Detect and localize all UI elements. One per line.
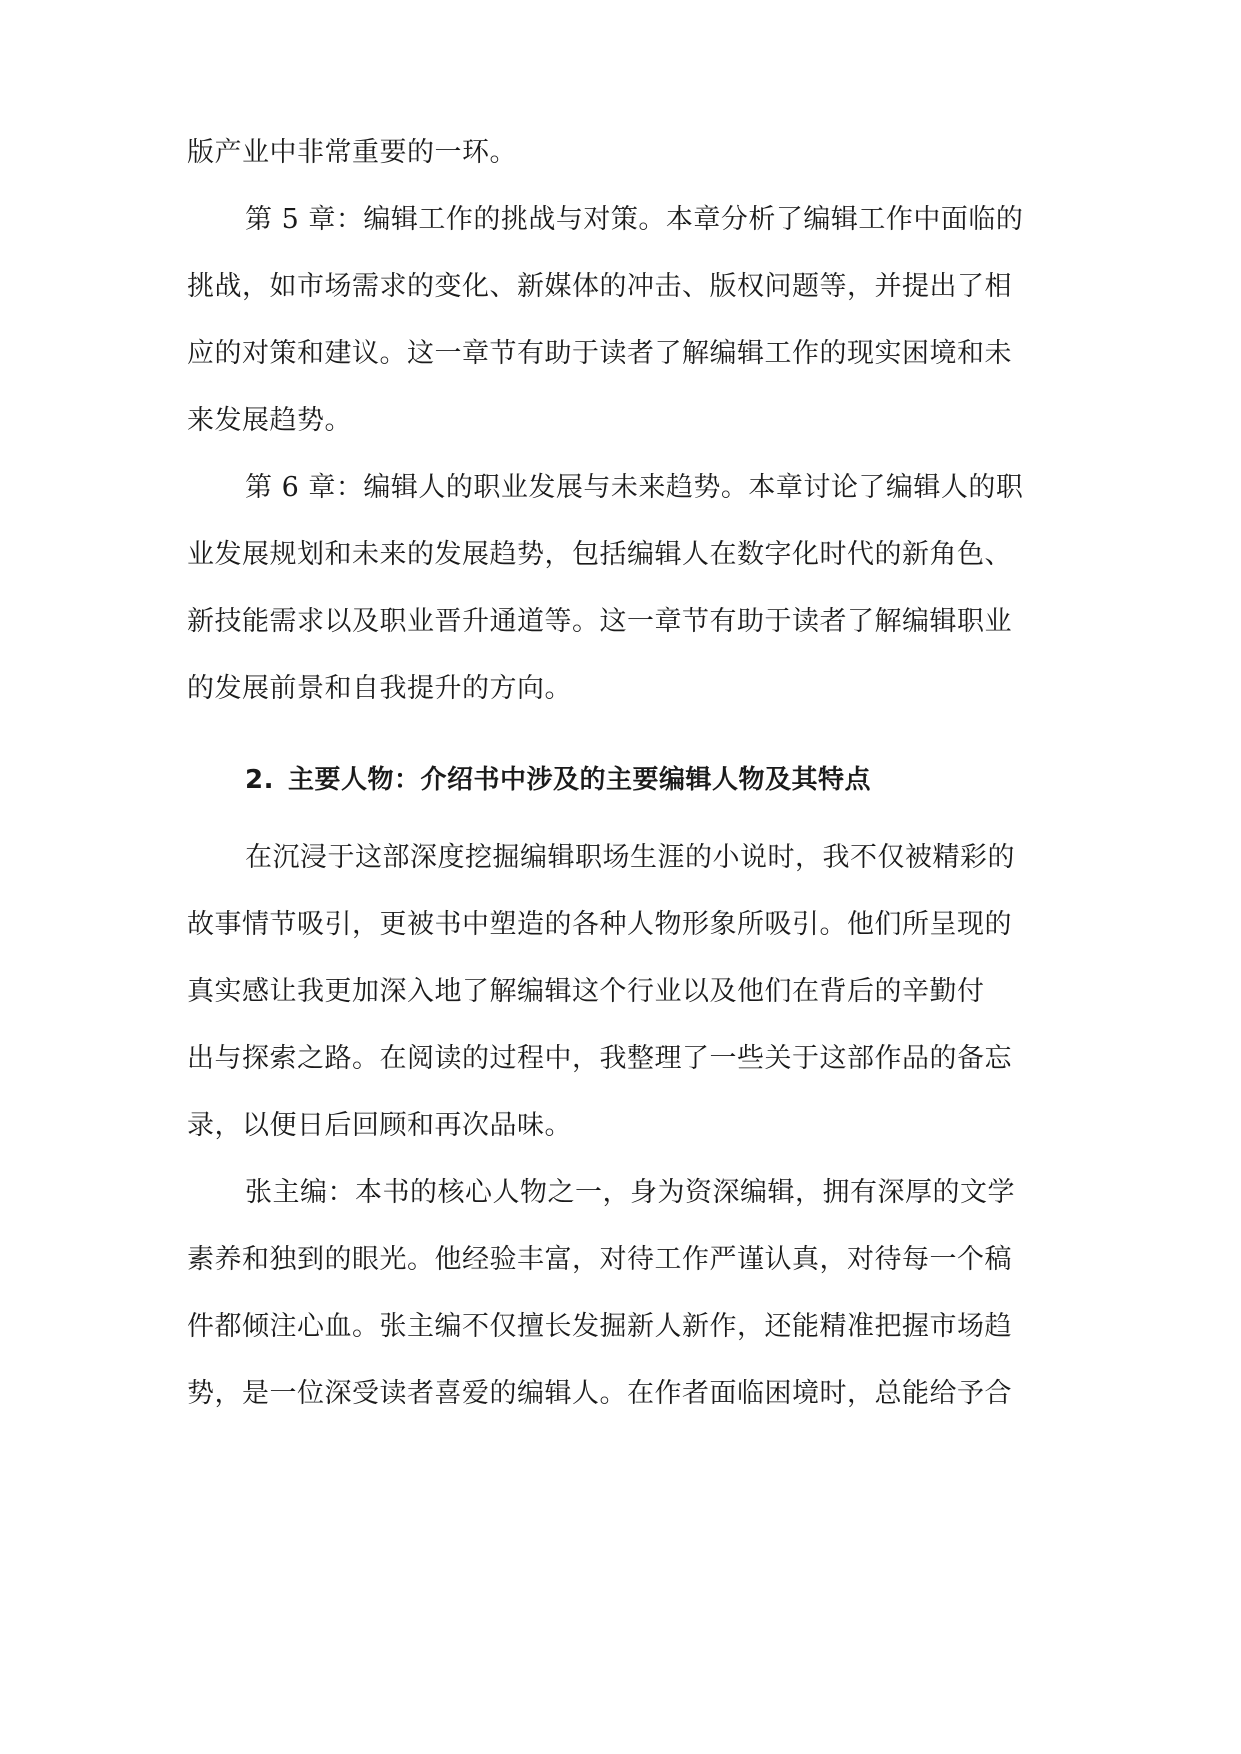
paragraph-line: 业发展规划和未来的发展趋势，包括编辑人在数字化时代的新角色、 [187,539,1012,570]
paragraph-line: 应的对策和建议。这一章节有助于读者了解编辑工作的现实困境和未 [187,338,1012,369]
paragraph-line: 来发展趋势。 [187,405,352,436]
paragraph-line: 真实感让我更加深入地了解编辑这个行业以及他们在背后的辛勤付 [187,976,985,1007]
paragraph-line: 新技能需求以及职业晋升通道等。这一章节有助于读者了解编辑职业 [187,606,1012,637]
paragraph-line: 出与探索之路。在阅读的过程中，我整理了一些关于这部作品的备忘 [187,1043,1012,1074]
paragraph-line: 故事情节吸引，更被书中塑造的各种人物形象所吸引。他们所呈现的 [187,909,1012,940]
paragraph-line: 张主编：本书的核心人物之一，身为资深编辑，拥有深厚的文学 [245,1177,1015,1208]
section-heading [245,760,871,800]
paragraph-line: 挑战，如市场需求的变化、新媒体的冲击、版权问题等，并提出了相 [187,271,1012,302]
paragraph-line: 第 5 章：编辑工作的挑战与对策。本章分析了编辑工作中面临的 [245,204,1024,235]
section-heading-title: 主要人物：介绍书中涉及的主要编辑人物及其特点 [287,765,871,795]
paragraph-line: 件都倾注心血。张主编不仅擅长发掘新人新作，还能精准把握市场趋 [187,1311,1012,1342]
paragraph-line: 在沉浸于这部深度挖掘编辑职场生涯的小说时，我不仅被精彩的 [245,842,1015,873]
paragraph-line: 势，是一位深受读者喜爱的编辑人。在作者面临困境时，总能给予合 [187,1378,1012,1409]
paragraph-line: 素养和独到的眼光。他经验丰富，对待工作严谨认真，对待每一个稿 [187,1244,1012,1275]
paragraph-line: 版产业中非常重要的一环。 [187,137,517,168]
paragraph-line: 的发展前景和自我提升的方向。 [187,673,572,704]
paragraph-line: 第 6 章：编辑人的职业发展与未来趋势。本章讨论了编辑人的职 [245,472,1024,503]
paragraph-line: 录，以便日后回顾和再次品味。 [187,1110,572,1141]
section-heading-number: 2. [245,765,274,795]
